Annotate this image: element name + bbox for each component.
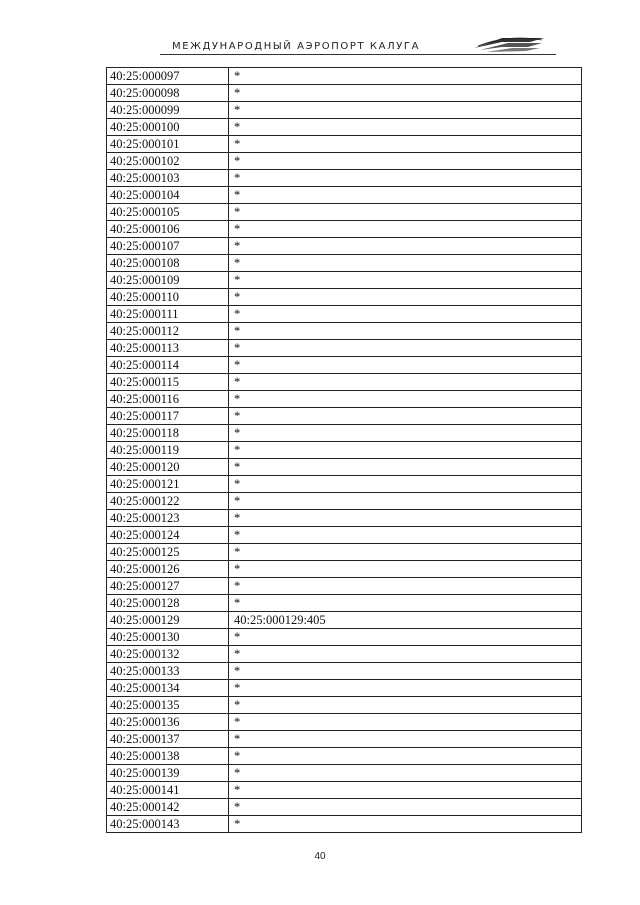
table-row <box>107 425 582 442</box>
cadastral-number-cell: 40:25:000110 <box>107 289 229 306</box>
cadastral-number-cell: 40:25:000143 <box>107 816 229 833</box>
cadastral-number-cell: 40:25:000121 <box>107 476 229 493</box>
value-cell: * <box>229 476 582 493</box>
value-cell: * <box>229 748 582 765</box>
table-row <box>107 323 582 340</box>
airport-logo-icon <box>472 34 546 54</box>
cadastral-table <box>106 67 582 833</box>
table-row <box>107 782 582 799</box>
value-cell: * <box>229 680 582 697</box>
cadastral-number-cell: 40:25:000130 <box>107 629 229 646</box>
cadastral-number-cell: 40:25:000128 <box>107 595 229 612</box>
value-cell: * <box>229 663 582 680</box>
cadastral-number-cell: 40:25:000112 <box>107 323 229 340</box>
cadastral-number-cell: 40:25:000102 <box>107 153 229 170</box>
table-row <box>107 816 582 833</box>
table-row <box>107 374 582 391</box>
cadastral-number-cell: 40:25:000101 <box>107 136 229 153</box>
value-cell: * <box>229 255 582 272</box>
value-cell: * <box>229 357 582 374</box>
table-row <box>107 714 582 731</box>
value-cell: * <box>229 68 582 85</box>
value-cell: * <box>229 102 582 119</box>
cadastral-number-cell: 40:25:000114 <box>107 357 229 374</box>
cadastral-number-cell: 40:25:000117 <box>107 408 229 425</box>
cadastral-number-cell: 40:25:000122 <box>107 493 229 510</box>
table-row <box>107 187 582 204</box>
table-row <box>107 204 582 221</box>
value-cell: * <box>229 408 582 425</box>
cadastral-number-cell: 40:25:000108 <box>107 255 229 272</box>
cadastral-number-cell: 40:25:000120 <box>107 459 229 476</box>
table-row <box>107 561 582 578</box>
table-body <box>107 68 582 833</box>
table-row <box>107 629 582 646</box>
table-row <box>107 85 582 102</box>
cadastral-number-cell: 40:25:000136 <box>107 714 229 731</box>
cadastral-number-cell: 40:25:000111 <box>107 306 229 323</box>
value-cell: * <box>229 782 582 799</box>
cadastral-number-cell: 40:25:000106 <box>107 221 229 238</box>
cadastral-number-cell: 40:25:000123 <box>107 510 229 527</box>
cadastral-number-cell: 40:25:000116 <box>107 391 229 408</box>
cadastral-number-cell: 40:25:000113 <box>107 340 229 357</box>
cadastral-number-cell: 40:25:000132 <box>107 646 229 663</box>
cadastral-number-cell: 40:25:000134 <box>107 680 229 697</box>
cadastral-number-cell: 40:25:000133 <box>107 663 229 680</box>
value-cell: * <box>229 170 582 187</box>
value-cell: * <box>229 119 582 136</box>
value-cell: * <box>229 816 582 833</box>
cadastral-number-cell: 40:25:000097 <box>107 68 229 85</box>
table-row <box>107 697 582 714</box>
cadastral-number-cell: 40:25:000125 <box>107 544 229 561</box>
value-cell: * <box>229 646 582 663</box>
table-row <box>107 595 582 612</box>
table-row <box>107 170 582 187</box>
table-row <box>107 765 582 782</box>
table-row <box>107 680 582 697</box>
page-number: 40 <box>314 851 326 862</box>
table-row <box>107 255 582 272</box>
table-row <box>107 238 582 255</box>
table-row <box>107 102 582 119</box>
value-cell: * <box>229 204 582 221</box>
value-cell: * <box>229 272 582 289</box>
value-cell: * <box>229 493 582 510</box>
value-cell: * <box>229 289 582 306</box>
value-cell: * <box>229 527 582 544</box>
value-cell: * <box>229 153 582 170</box>
cadastral-number-cell: 40:25:000105 <box>107 204 229 221</box>
cadastral-number-cell: 40:25:000135 <box>107 697 229 714</box>
table-row <box>107 221 582 238</box>
cadastral-number-cell: 40:25:000109 <box>107 272 229 289</box>
table-row <box>107 272 582 289</box>
value-cell: * <box>229 391 582 408</box>
table-row <box>107 646 582 663</box>
value-cell: * <box>229 799 582 816</box>
cadastral-number-cell: 40:25:000119 <box>107 442 229 459</box>
header-title: МЕЖДУНАРОДНЫЙ АЭРОПОРТ КАЛУГА <box>172 41 421 52</box>
cadastral-number-cell: 40:25:000141 <box>107 782 229 799</box>
value-cell: * <box>229 459 582 476</box>
cadastral-number-cell: 40:25:000104 <box>107 187 229 204</box>
cadastral-number-cell: 40:25:000129 <box>107 612 229 629</box>
table-row <box>107 119 582 136</box>
value-cell: * <box>229 85 582 102</box>
value-cell: 40:25:000129:405 <box>229 612 582 629</box>
value-cell: * <box>229 731 582 748</box>
table-row <box>107 459 582 476</box>
table-row <box>107 391 582 408</box>
table-row <box>107 306 582 323</box>
table-row <box>107 476 582 493</box>
table-row <box>107 799 582 816</box>
cadastral-number-cell: 40:25:000100 <box>107 119 229 136</box>
table-row <box>107 493 582 510</box>
cadastral-number-cell: 40:25:000115 <box>107 374 229 391</box>
table-row <box>107 357 582 374</box>
value-cell: * <box>229 136 582 153</box>
value-cell: * <box>229 425 582 442</box>
table-row <box>107 510 582 527</box>
value-cell: * <box>229 374 582 391</box>
value-cell: * <box>229 510 582 527</box>
value-cell: * <box>229 323 582 340</box>
cadastral-number-cell: 40:25:000118 <box>107 425 229 442</box>
value-cell: * <box>229 340 582 357</box>
value-cell: * <box>229 442 582 459</box>
cadastral-number-cell: 40:25:000138 <box>107 748 229 765</box>
value-cell: * <box>229 187 582 204</box>
table-row <box>107 68 582 85</box>
table-row <box>107 663 582 680</box>
value-cell: * <box>229 561 582 578</box>
cadastral-number-cell: 40:25:000137 <box>107 731 229 748</box>
cadastral-number-cell: 40:25:000139 <box>107 765 229 782</box>
value-cell: * <box>229 765 582 782</box>
table-row <box>107 408 582 425</box>
table-row <box>107 612 582 629</box>
cadastral-number-cell: 40:25:000142 <box>107 799 229 816</box>
cadastral-number-cell: 40:25:000099 <box>107 102 229 119</box>
table-row <box>107 544 582 561</box>
table-row <box>107 527 582 544</box>
value-cell: * <box>229 544 582 561</box>
value-cell: * <box>229 595 582 612</box>
table-row <box>107 578 582 595</box>
table-row <box>107 153 582 170</box>
cadastral-number-cell: 40:25:000127 <box>107 578 229 595</box>
cadastral-number-cell: 40:25:000103 <box>107 170 229 187</box>
table-row <box>107 442 582 459</box>
table-row <box>107 731 582 748</box>
cadastral-number-cell: 40:25:000098 <box>107 85 229 102</box>
value-cell: * <box>229 697 582 714</box>
value-cell: * <box>229 578 582 595</box>
table-row <box>107 136 582 153</box>
table-row <box>107 340 582 357</box>
header-divider <box>160 54 556 55</box>
table-row <box>107 289 582 306</box>
value-cell: * <box>229 238 582 255</box>
value-cell: * <box>229 221 582 238</box>
value-cell: * <box>229 714 582 731</box>
value-cell: * <box>229 629 582 646</box>
cadastral-number-cell: 40:25:000107 <box>107 238 229 255</box>
value-cell: * <box>229 306 582 323</box>
table-row <box>107 748 582 765</box>
cadastral-number-cell: 40:25:000124 <box>107 527 229 544</box>
cadastral-number-cell: 40:25:000126 <box>107 561 229 578</box>
